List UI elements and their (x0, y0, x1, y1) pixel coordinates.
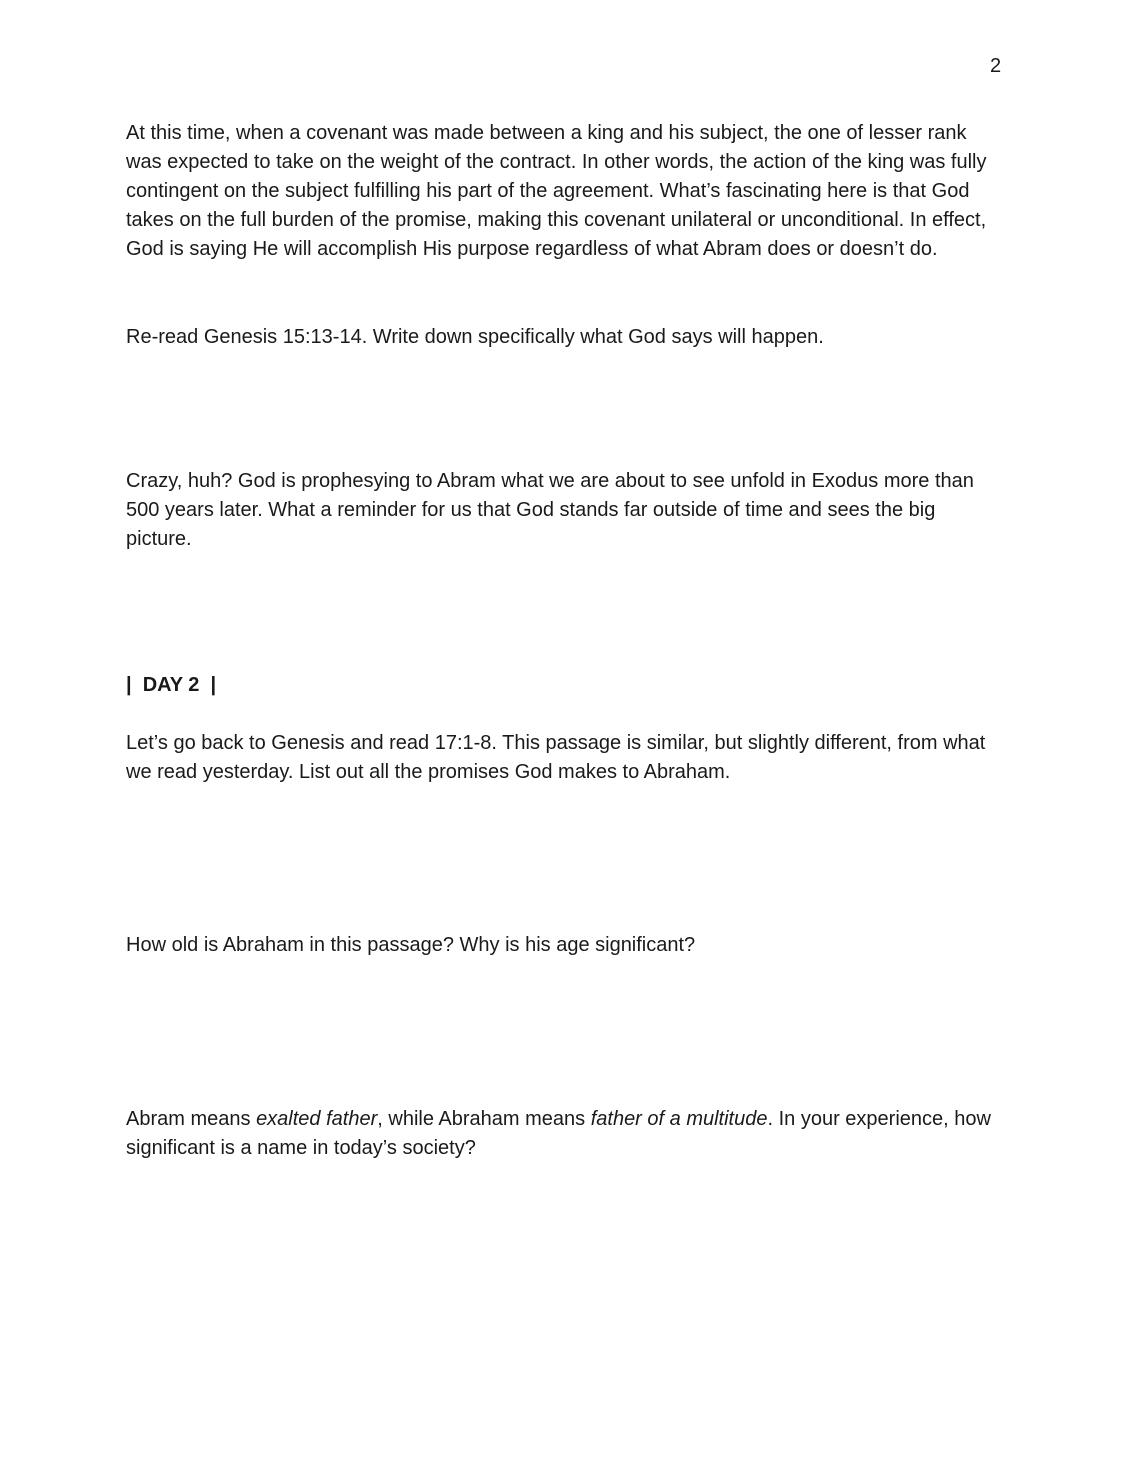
genesis17-question: Let’s go back to Genesis and read 17:1-8. This passage is similar, but slightly different, from what we read yesterday. List out all the promises God makes to Abraham. (126, 732, 986, 783)
names-italic-2: father of a multitude (590, 1108, 768, 1130)
names-text-2: , while Abraham means (377, 1108, 591, 1130)
reread-question: Re-read Genesis 15:13-14. Write down specifically what God says will happen. (126, 326, 824, 348)
day-heading: | DAY 2 | (126, 674, 217, 696)
covenant-paragraph: At this time, when a covenant was made between a king and his subject, the one of lesser rank was expected to take on the weight of the contract. In other words, the action of the king was fully contingent on the subject fulfilling his part of the agreement. What’s fascinating here is that God takes on the full burden of the promise, making this covenant unilateral or unconditional. In effect, God is saying He will accomplish His purpose regardless of what Abram does or doesn’t do. (126, 122, 987, 260)
names-text-1: Abram means (126, 1108, 257, 1130)
names-italic-1: exalted father (256, 1108, 378, 1130)
age-question: How old is Abraham in this passage? Why is his age significant? (126, 934, 696, 956)
crazy-paragraph: Crazy, huh? God is prophesying to Abram what we are about to see unfold in Exodus more than 500 years later. What a reminder for us that God stands far outside of time and sees the big picture. (126, 470, 974, 550)
names-text-3: . In your experience, how significant is a name in today’s society? (126, 1108, 991, 1159)
page-number: 2 (990, 55, 1002, 77)
names-question (126, 1105, 1006, 1163)
